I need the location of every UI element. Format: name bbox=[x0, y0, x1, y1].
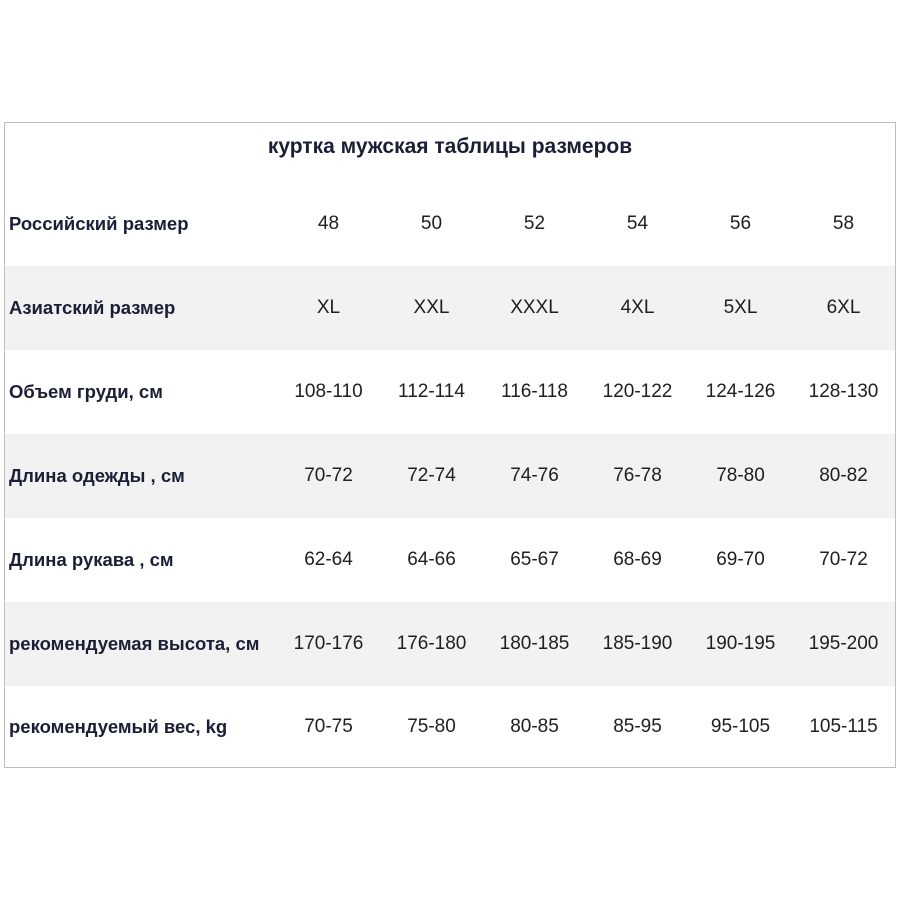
table-cell: 48 bbox=[317, 213, 340, 234]
table-cell: 78-80 bbox=[689, 434, 792, 518]
table-cell: XL bbox=[277, 266, 380, 350]
table-cell: 112-114 bbox=[398, 381, 465, 402]
table-cell: 58 bbox=[832, 213, 855, 234]
table-cell: 4XL bbox=[586, 266, 689, 350]
table-cell: 85-95 bbox=[613, 716, 662, 737]
table-cell: 120-122 bbox=[602, 381, 673, 402]
table-cell: 176-180 bbox=[380, 602, 483, 686]
table-cell: 72-74 bbox=[380, 434, 483, 518]
table-row-height bbox=[5, 602, 895, 686]
table-cell: 108-110 bbox=[294, 381, 363, 402]
table-cell: XXL bbox=[380, 266, 483, 350]
table-cell: XXXL bbox=[483, 266, 586, 350]
row-label: Объем груди, см bbox=[9, 380, 163, 402]
table-cell: 54 bbox=[626, 213, 649, 234]
table-row-sleeve bbox=[5, 518, 895, 602]
table-cell: 195-200 bbox=[792, 602, 895, 686]
table-cell: 75-80 bbox=[407, 716, 456, 737]
table-cell: 170-176 bbox=[277, 602, 380, 686]
table-cell: 70-72 bbox=[277, 434, 380, 518]
table-cell: 76-78 bbox=[586, 434, 689, 518]
chart-title: куртка мужская таблицы размеров bbox=[267, 135, 633, 158]
table-cell: 128-130 bbox=[808, 381, 879, 402]
size-chart-frame bbox=[4, 122, 896, 768]
row-label: Российский размер bbox=[9, 212, 189, 234]
table-cell: 64-66 bbox=[407, 549, 456, 570]
table-cell: 70-75 bbox=[304, 716, 353, 737]
table-cell: 116-118 bbox=[501, 381, 568, 402]
table-cell: 50 bbox=[420, 213, 443, 234]
table-row-russian-size bbox=[5, 182, 895, 266]
table-cell: 52 bbox=[523, 213, 546, 234]
table-row-length bbox=[5, 434, 895, 518]
table-cell: 65-67 bbox=[510, 549, 559, 570]
row-label: Длина рукава , см bbox=[9, 548, 174, 570]
table-cell: 180-185 bbox=[483, 602, 586, 686]
row-label: Длина одежды , см bbox=[5, 434, 277, 518]
table-row-chest bbox=[5, 350, 895, 434]
row-label: Азиатский размер bbox=[5, 266, 277, 350]
size-table bbox=[5, 182, 895, 768]
table-cell: 69-70 bbox=[716, 549, 765, 570]
table-row-asian-size bbox=[5, 266, 895, 350]
table-cell: 74-76 bbox=[483, 434, 586, 518]
table-row-weight bbox=[5, 686, 895, 768]
row-label: рекомендуемый вес, kg bbox=[9, 715, 228, 737]
table-cell: 80-82 bbox=[792, 434, 895, 518]
row-label: рекомендуемая высота, см bbox=[5, 602, 277, 686]
table-cell: 190-195 bbox=[689, 602, 792, 686]
table-cell: 124-126 bbox=[705, 381, 776, 402]
table-cell: 56 bbox=[729, 213, 752, 234]
table-cell: 70-72 bbox=[819, 549, 868, 570]
table-cell: 80-85 bbox=[510, 716, 559, 737]
table-cell: 62-64 bbox=[304, 549, 353, 570]
table-cell: 185-190 bbox=[586, 602, 689, 686]
table-cell: 6XL bbox=[792, 266, 895, 350]
table-cell: 95-105 bbox=[710, 716, 771, 737]
table-cell: 5XL bbox=[689, 266, 792, 350]
table-cell: 105-115 bbox=[809, 716, 878, 737]
table-cell: 68-69 bbox=[613, 549, 662, 570]
